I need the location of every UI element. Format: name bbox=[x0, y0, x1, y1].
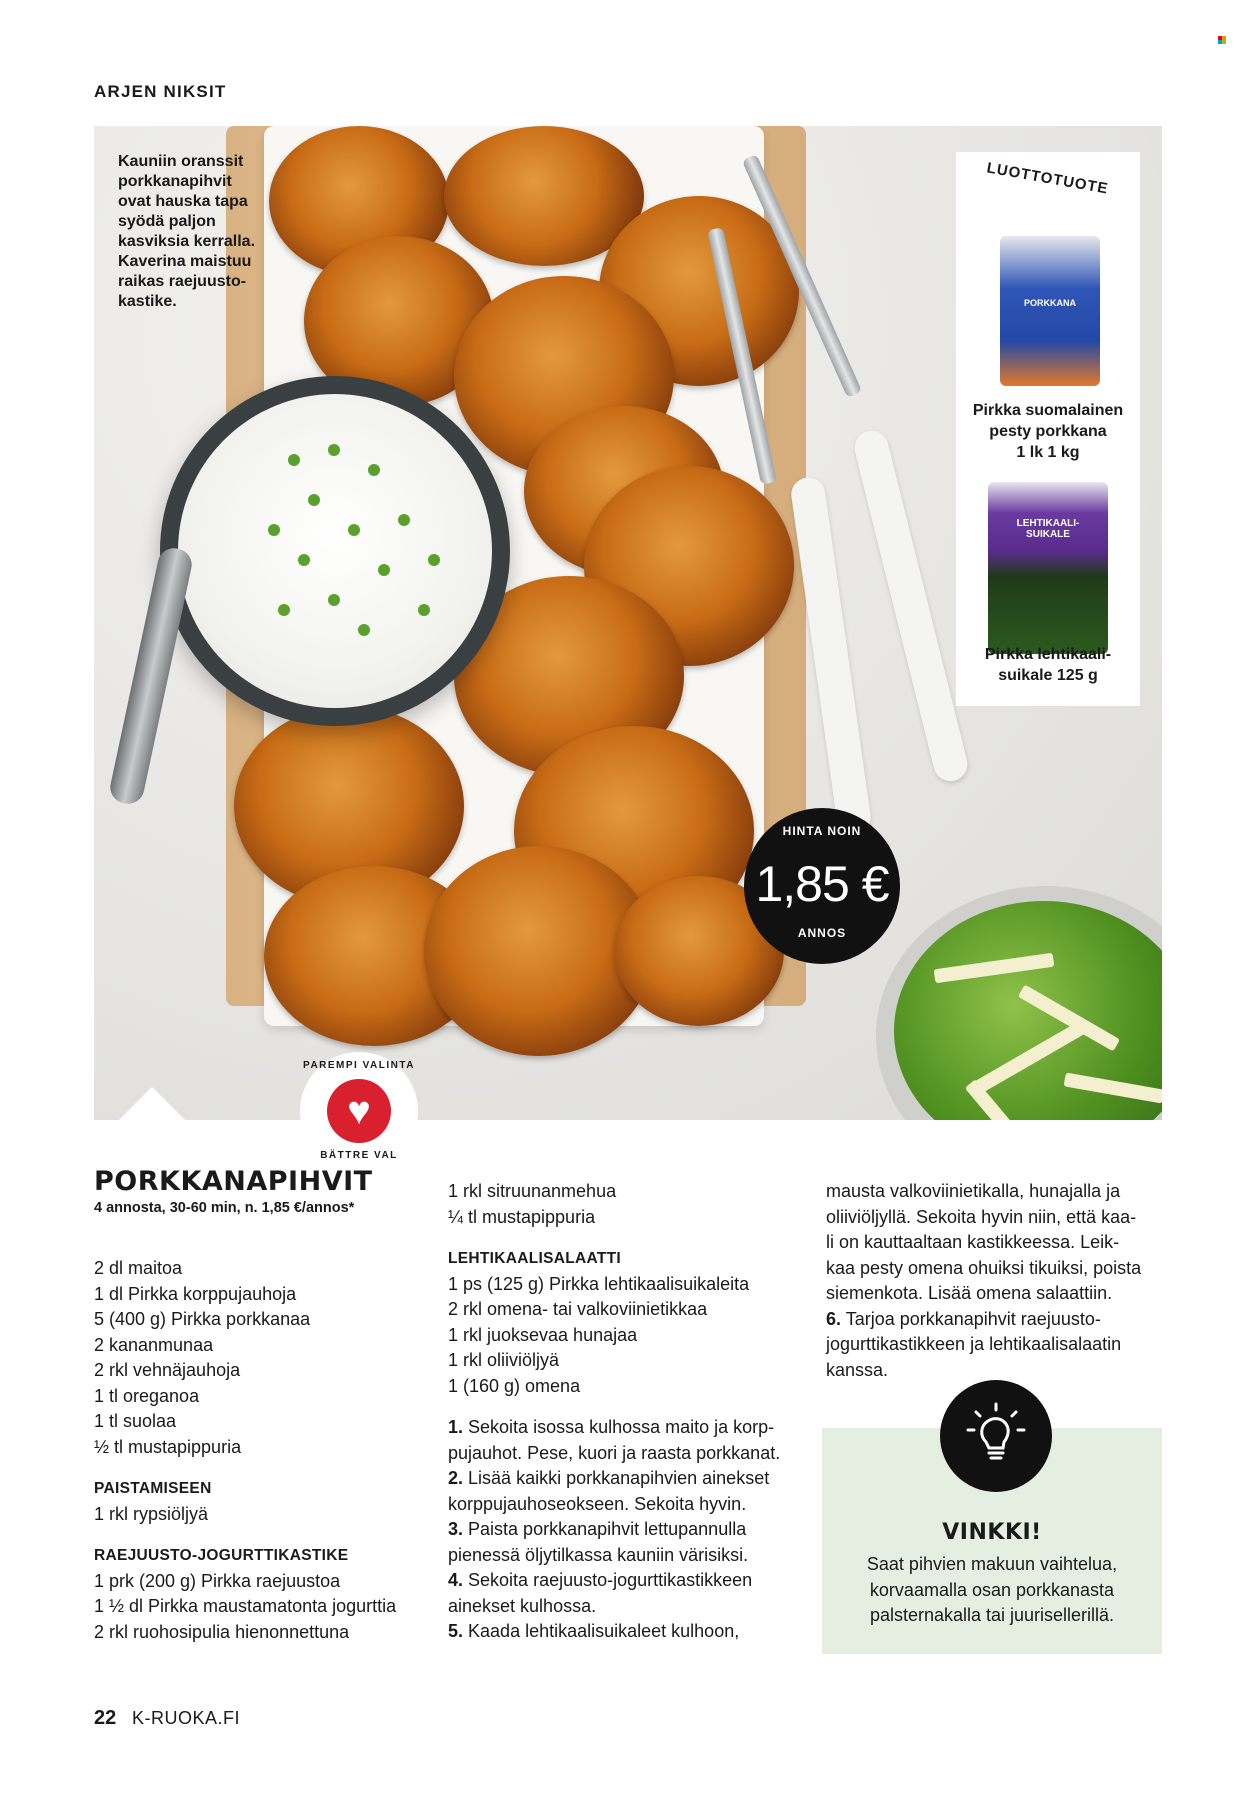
photo-notch bbox=[118, 1087, 186, 1121]
pv-badge-top: PAREMPI VALINTA bbox=[303, 1060, 415, 1071]
ingredient: 2 kananmunaa bbox=[94, 1334, 214, 1355]
carrot-package-image bbox=[1000, 236, 1100, 386]
subheading-sauce: RAEJUUSTO-JOGURTTIKASTIKE bbox=[94, 1547, 349, 1564]
parempi-valinta-badge bbox=[300, 1052, 418, 1170]
intro-line: kasviksia kerralla. bbox=[118, 233, 256, 250]
site-link[interactable]: K-RUOKA.FI bbox=[132, 1708, 241, 1728]
ingredient: 1 rkl oliiviöljyä bbox=[448, 1350, 560, 1370]
ingredient: 1 dl Pirkka korppujauhoja bbox=[94, 1283, 297, 1304]
recipe-column-3 bbox=[826, 1179, 1166, 1383]
step-line: kaa pesty omena ohuiksi tikuiksi, poista bbox=[826, 1257, 1142, 1278]
ingredient: 1 rkl sitruunanmehua bbox=[448, 1181, 617, 1201]
k-logo bbox=[1218, 36, 1226, 44]
intro-line: kastike. bbox=[118, 293, 177, 310]
step-line: kanssa. bbox=[826, 1359, 889, 1380]
ingredient: ½ tl mustapippuria bbox=[94, 1436, 242, 1457]
pack-label: LEHTIKAALI- SUIKALE bbox=[1016, 518, 1080, 540]
ingredient: 2 rkl vehnäjauhoja bbox=[94, 1360, 241, 1380]
intro-line: syödä paljon bbox=[118, 213, 216, 230]
intro-line: ovat hauska tapa bbox=[118, 193, 248, 210]
step-line: oliiviöljyllä. Sekoita hyvin niin, että kaa- bbox=[826, 1206, 1137, 1227]
section-label: ARJEN NIKSIT bbox=[94, 82, 227, 101]
subheading-frying: PAISTAMISEEN bbox=[94, 1480, 212, 1497]
price-badge bbox=[744, 808, 900, 964]
product-name-kale: Pirkka lehtikaali- suikale 125 g bbox=[984, 646, 1112, 684]
ingredient: 1 rkl juoksevaa hunajaa bbox=[448, 1324, 638, 1345]
intro-line: Kaverina maistuu bbox=[118, 253, 252, 270]
step: 2. Lisää kaikki porkkanapihvien ainekset bbox=[448, 1468, 770, 1488]
ingredient: 1 rkl rypsiöljyä bbox=[94, 1503, 209, 1524]
tip-title: VINKKI! bbox=[942, 1520, 1042, 1545]
step-line: ainekset kulhossa. bbox=[448, 1595, 597, 1616]
ingredient: 1 (160 g) omena bbox=[448, 1375, 581, 1396]
ingredient: 5 (400 g) Pirkka porkkanaa bbox=[94, 1309, 311, 1329]
kale-package-image bbox=[988, 482, 1108, 654]
cottage-cheese-dip bbox=[178, 394, 492, 708]
step-line: jogurttikastikkeen ja lehtikaalisalaatin bbox=[826, 1334, 1122, 1354]
step-line: mausta valkoviinietikalla, hunajalla ja bbox=[826, 1181, 1121, 1201]
step: 1. Sekoita isossa kulhossa maito ja korp- bbox=[448, 1417, 775, 1437]
ingredient: 1 tl suolaa bbox=[94, 1411, 177, 1431]
ingredient: 1 ps (125 g) Pirkka lehtikaalisuikaleita bbox=[448, 1273, 750, 1294]
pack-label: PORKKANA bbox=[1023, 298, 1076, 308]
step: 3. Paista porkkanapihvit lettupannulla bbox=[448, 1519, 747, 1539]
steps bbox=[448, 1415, 808, 1645]
ingredient: 1 tl oreganoa bbox=[94, 1385, 200, 1406]
ingredient: 1 ½ dl Pirkka maustamatonta jogurttia bbox=[94, 1596, 397, 1616]
ingredient: 2 dl maitoa bbox=[94, 1258, 183, 1278]
step: 5. Kaada lehtikaalisuikaleet kulhoon, bbox=[448, 1621, 740, 1641]
pv-badge-bottom: BÄTTRE VAL bbox=[320, 1150, 398, 1161]
ingredient: ¼ tl mustapippuria bbox=[448, 1206, 596, 1227]
ingredient: 2 rkl ruohosipulia hienonnettuna bbox=[94, 1621, 350, 1642]
recipe-column-2 bbox=[448, 1179, 808, 1645]
recipe-title: PORKKANAPIHVIT bbox=[94, 1166, 373, 1197]
price-badge-top: HINTA NOIN bbox=[782, 824, 862, 838]
intro-line: Kauniin oranssit bbox=[118, 153, 244, 170]
step-line: pienessä öljytilkassa kauniin värisiksi. bbox=[448, 1544, 749, 1565]
product-card bbox=[956, 152, 1140, 706]
subheading-salad: LEHTIKAALISALAATTI bbox=[448, 1250, 622, 1267]
step-line: siemenkotа. Lisää omena salaattiin. bbox=[826, 1283, 1113, 1303]
price-badge-bottom: ANNOS bbox=[797, 926, 847, 940]
luottotuote-label: LUOTTOTUOTE bbox=[985, 159, 1111, 198]
step: 6. Tarjoa porkkanapihvit raejuusto- bbox=[826, 1308, 1101, 1329]
lightbulb-icon bbox=[940, 1380, 1052, 1492]
intro-line: porkkanapihvit bbox=[118, 173, 232, 190]
ingredient: 1 prk (200 g) Pirkka raejuustoa bbox=[94, 1570, 341, 1591]
product-name-carrot: Pirkka suomalainen pesty porkkana 1 lk 1 kg bbox=[972, 402, 1124, 461]
intro-text bbox=[118, 152, 278, 312]
step-line: li on kauttaaltaan kastikkeessa. Leik- bbox=[826, 1232, 1120, 1252]
ingredients-column-1 bbox=[94, 1256, 424, 1645]
heart-icon: ♥ bbox=[327, 1079, 391, 1143]
ingredient: 2 rkl omena- tai valkoviinietikkaa bbox=[448, 1299, 708, 1319]
price-value: 1,85 € bbox=[755, 856, 889, 912]
step: 4. Sekoita raejuusto-jogurttikastikkeen bbox=[448, 1570, 753, 1590]
intro-line: raikas raejuusto- bbox=[118, 273, 247, 290]
tip-text: Saat pihvien makuun vaihtelua, korvaamalla osan porkkanasta palsternakalla tai juurisellerillä. bbox=[866, 1554, 1118, 1625]
step-line: korppujauhoseokseen. Sekoita hyvin. bbox=[448, 1493, 747, 1514]
page-number: 22 bbox=[94, 1707, 117, 1729]
step-line: pujauhot. Pese, kuori ja raasta porkkanat. bbox=[448, 1442, 781, 1463]
recipe-meta: 4 annosta, 30-60 min, n. 1,85 €/annos* bbox=[94, 1200, 355, 1216]
